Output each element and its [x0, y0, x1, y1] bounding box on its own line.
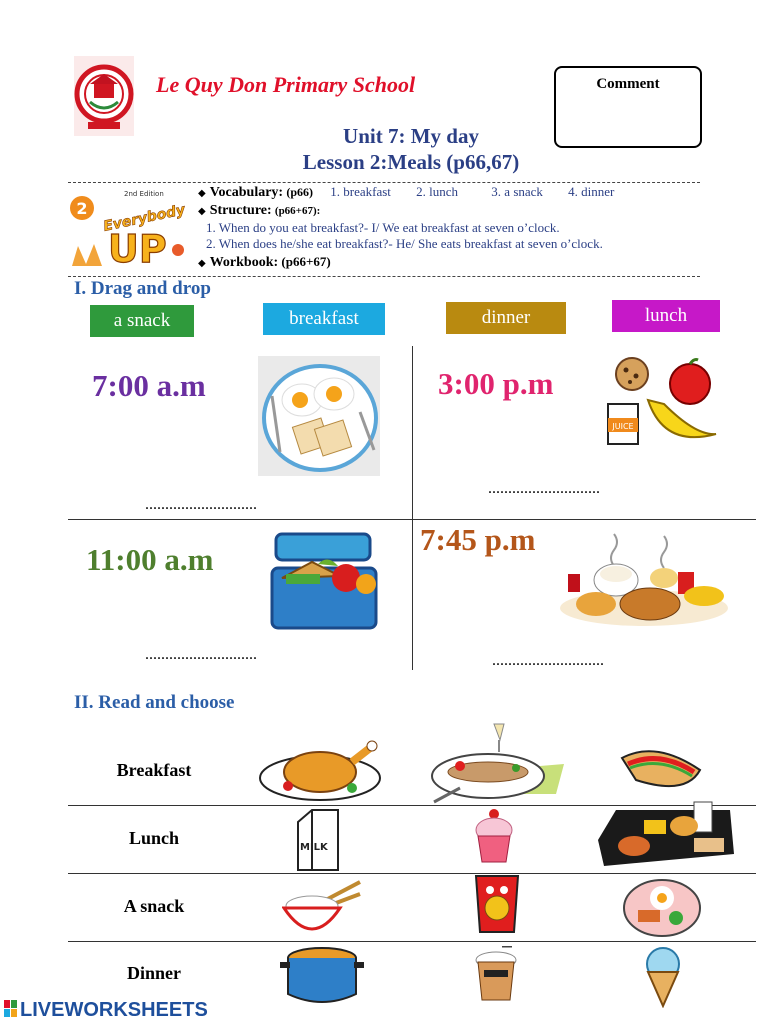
section-drag-drop-title: I. Drag and drop [74, 278, 211, 299]
sandwich-icon[interactable] [616, 740, 706, 805]
comment-label: Comment [596, 76, 660, 92]
grid-horizontal-line [68, 519, 756, 520]
school-name: Le Quy Don Primary School [156, 72, 416, 97]
breakfast-plate-icon[interactable] [622, 878, 702, 943]
vocab-item: 3. a snack [491, 184, 543, 199]
book-title-big: UP [108, 227, 167, 271]
time-label: 3:00 p.m [438, 366, 554, 401]
word-tile-a-snack[interactable]: a snack [90, 305, 194, 337]
ice-cream-cone-icon[interactable] [640, 946, 686, 1013]
answer-blank[interactable]: ............................ [492, 652, 604, 669]
unit-title: Unit 7: My day [343, 124, 479, 148]
svg-text:JUICE: JUICE [612, 422, 634, 431]
rice-bowl-icon[interactable] [282, 880, 362, 943]
book-edition: 2nd Edition [124, 190, 164, 198]
row-label-lunch: Lunch [128, 828, 180, 848]
workbook-line: ◆ Workbook: (p66+67) [198, 254, 331, 270]
row-label-a-snack: A snack [123, 896, 185, 916]
structure-label: Structure: [209, 203, 272, 218]
word-tile-lunch[interactable]: lunch [612, 300, 720, 332]
vocab-pages: (p66) [286, 185, 314, 199]
structure-line: ◆ Structure: (p66+67): [198, 203, 321, 218]
time-label: 7:45 p.m [420, 522, 536, 557]
dinner-feast-icon [554, 528, 734, 637]
grid-vertical-line [412, 346, 413, 670]
liveworksheets-brand: LIVEWORKSHEETS [20, 999, 208, 1021]
roast-chicken-icon[interactable] [258, 738, 382, 807]
vocab-item: 4. dinner [568, 184, 615, 199]
section-read-choose-title: II. Read and choose [74, 692, 235, 713]
lunchbox-icon [268, 528, 386, 637]
svg-text:MILK: MILK [300, 842, 328, 853]
row-label-breakfast: Breakfast [116, 760, 192, 780]
liveworksheets-logo[interactable] [4, 999, 208, 1022]
vocab-item: 1. breakfast [330, 184, 391, 199]
structure-sentence-1: 1. When do you eat breakfast?- I/ We eat breakfast at seven o’clock. [206, 220, 560, 235]
row-label-dinner: Dinner [127, 963, 181, 983]
time-label: 7:00 a.m [92, 368, 206, 403]
word-tile-dinner[interactable]: dinner [446, 302, 566, 334]
book-level: 2 [76, 199, 88, 218]
cupcake-icon[interactable] [474, 808, 514, 869]
vocabulary-line: ◆ Vocabulary: (p66) 1. breakfast 2. lunch 3. a snack 4. dinner [198, 184, 615, 200]
iced-drink-icon[interactable] [472, 946, 520, 1009]
answer-blank[interactable]: ............................ [145, 646, 257, 663]
answer-blank[interactable]: ............................ [488, 480, 600, 497]
fried-eggs-toast-icon [258, 356, 380, 481]
word-tile-breakfast[interactable]: breakfast [263, 303, 385, 335]
workbook-label: Workbook: [209, 255, 279, 270]
structure-sentence-2: 2. When does he/she eat breakfast?- He/ She eats breakfast at seven o’clock. [206, 236, 603, 251]
milk-carton-icon[interactable] [290, 808, 344, 879]
grilled-fish-icon[interactable] [430, 722, 566, 811]
vocab-item: 2. lunch [416, 184, 459, 199]
cookie-apple-juice-banana-icon [604, 356, 720, 453]
lunch-tray-icon[interactable] [594, 800, 736, 875]
divider-bottom [68, 276, 700, 277]
vocab-label: Vocabulary: [209, 185, 284, 200]
liveworksheets-logo-icon [4, 1000, 18, 1018]
chips-bag-icon[interactable] [472, 872, 522, 941]
book-cover-icon [68, 186, 188, 272]
structure-pages: (p66+67): [274, 205, 321, 217]
answer-blank[interactable]: ............................ [145, 496, 257, 513]
divider-top [68, 182, 700, 183]
book-title-top: Everybody [102, 201, 187, 235]
lesson-title: Lesson 2:Meals (p66,67) [302, 150, 520, 174]
time-label: 11:00 a.m [86, 542, 214, 577]
soup-pot-icon[interactable] [280, 944, 364, 1011]
workbook-pages: (p66+67) [281, 254, 331, 269]
